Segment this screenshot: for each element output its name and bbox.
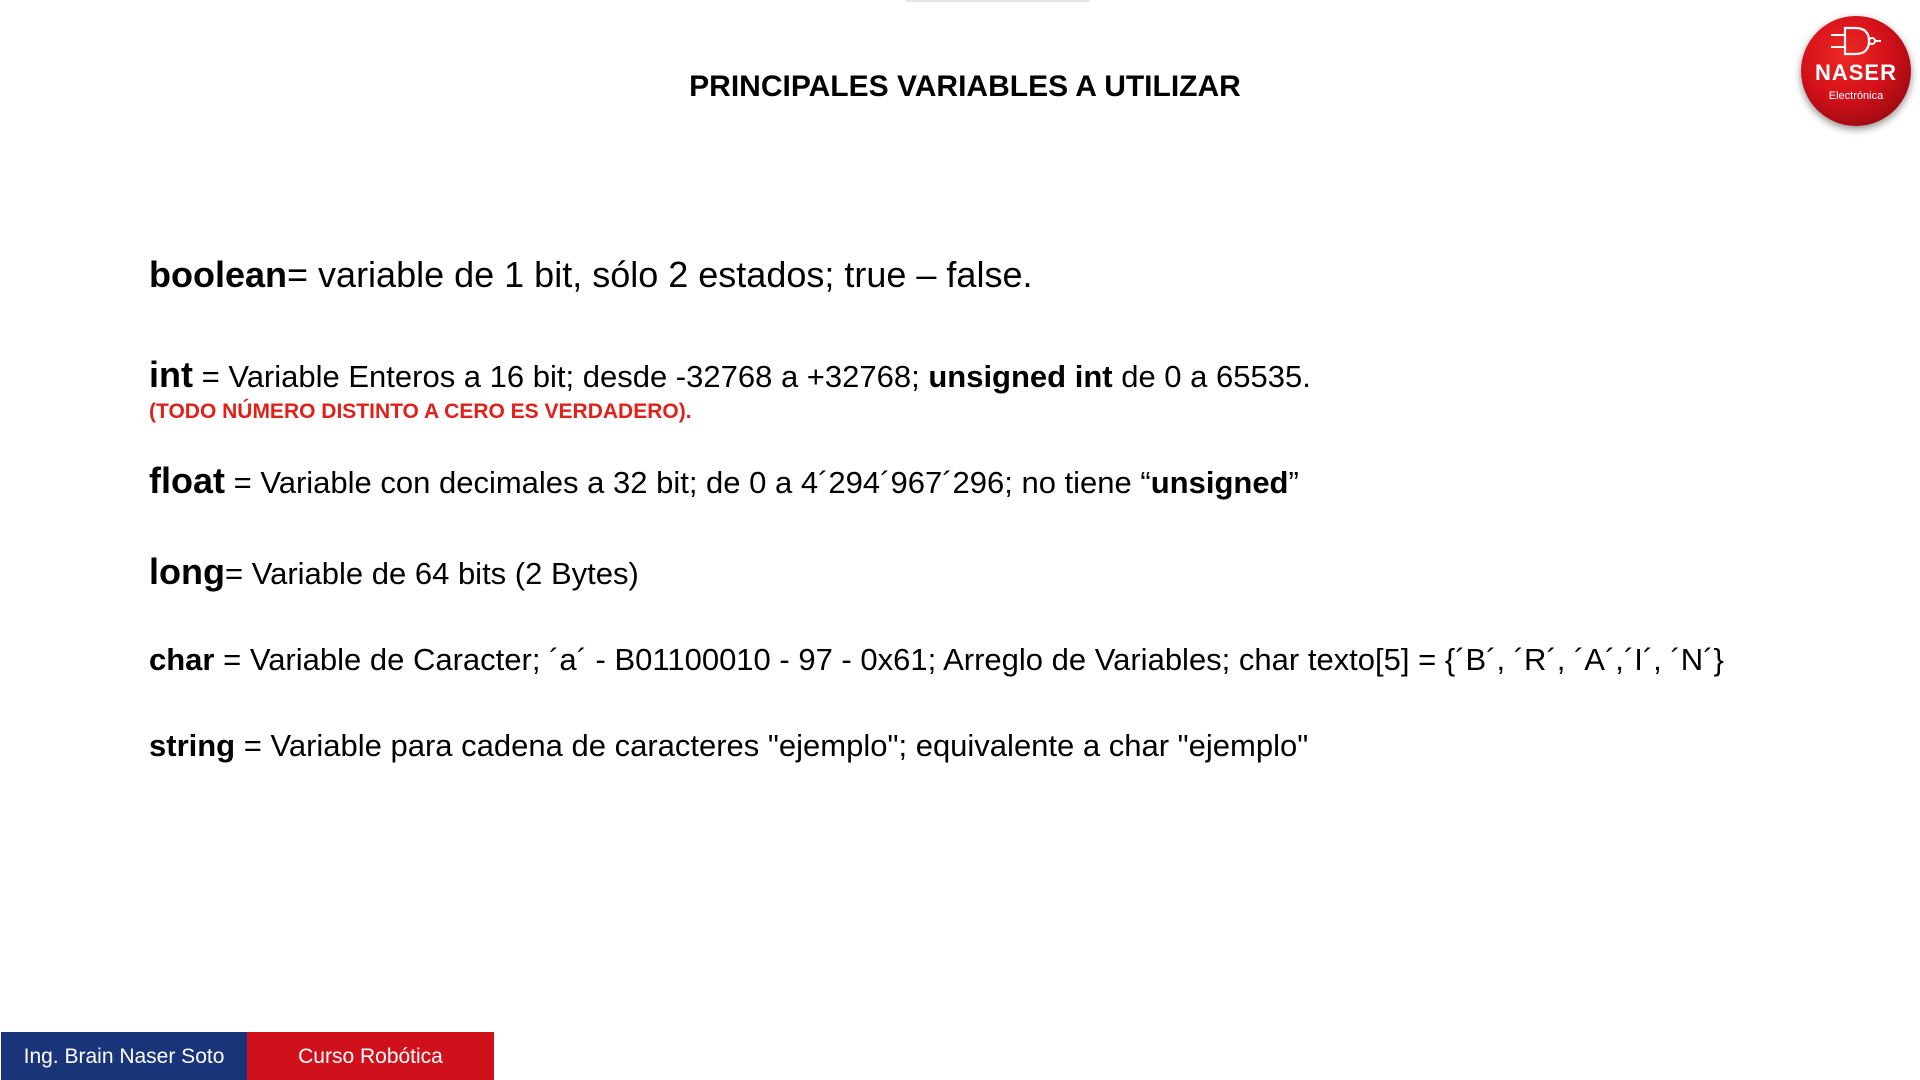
- boolean-description: = variable de 1 bit, sólo 2 estados; true – false.: [287, 254, 1033, 295]
- float-description: = Variable con decimales a 32 bit; de 0 a 4´294´967´296; no tiene “: [225, 465, 1151, 500]
- long-line: [149, 551, 639, 593]
- int-keyword: int: [149, 354, 193, 395]
- float-keyword: float: [149, 460, 225, 501]
- boolean-keyword: boolean: [149, 254, 288, 295]
- long-description: = Variable de 64 bits (2 Bytes): [224, 556, 639, 591]
- naser-logo: [1801, 16, 1911, 126]
- int-line: [149, 354, 1311, 396]
- top-divider: [905, 0, 1090, 2]
- logic-gate-icon: [1831, 25, 1881, 59]
- char-keyword: char: [149, 642, 215, 677]
- unsigned-int-keyword: unsigned int: [928, 359, 1113, 394]
- char-line: [149, 642, 1724, 678]
- logo-subtitle: Electrónica: [1828, 90, 1884, 102]
- float-line: [149, 460, 1299, 502]
- int-description: = Variable Enteros a 16 bit; desde -32768 a +32768;: [192, 359, 929, 394]
- boolean-line: [149, 254, 1032, 296]
- int-note: (TODO NÚMERO DISTINTO A CERO ES VERDADERO).: [149, 400, 692, 423]
- string-line: [149, 728, 1308, 764]
- logo-text: NASER: [1814, 60, 1897, 85]
- float-description-end: ”: [1288, 465, 1299, 500]
- footer-course: Curso Robótica: [247, 1032, 494, 1080]
- long-keyword: long: [149, 551, 225, 592]
- string-description: = Variable para cadena de caracteres "ejemplo"; equivalente a char "ejemplo": [235, 728, 1309, 763]
- int-description-end: de 0 a 65535.: [1112, 359, 1311, 394]
- unsigned-keyword: unsigned: [1150, 465, 1289, 500]
- string-keyword: string: [149, 728, 236, 763]
- char-description: = Variable de Caracter; ´a´ - B01100010 - 97 - 0x61; Arreglo de Variables; char texto[5] = {´B´, ´R´, ´A´,´I´, ´N´}: [214, 642, 1724, 677]
- footer-author: Ing. Brain Naser Soto: [1, 1032, 247, 1080]
- page-title: PRINCIPALES VARIABLES A UTILIZAR: [689, 70, 1241, 103]
